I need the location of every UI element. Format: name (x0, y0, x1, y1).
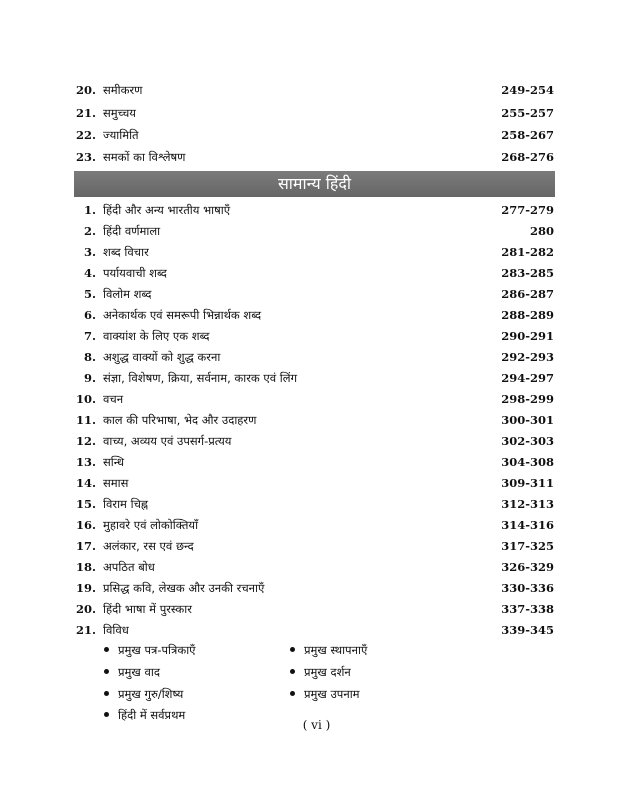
toc-number: 4. (83, 266, 96, 280)
toc-title: विविध (103, 623, 129, 637)
toc-title: वाक्यांश के लिए एक शब्द (103, 329, 210, 343)
toc-row (0, 368, 633, 388)
toc-pages: 290-291 (501, 329, 554, 343)
toc-row (0, 494, 633, 514)
toc-number: 20. (75, 83, 96, 97)
sub-list-item (104, 685, 183, 703)
toc-title: वाच्य, अव्यय एवं उपसर्ग-प्रत्यय (103, 434, 232, 448)
sub-item-label: प्रमुख स्थापनाएँ (304, 643, 368, 657)
bullet-icon (104, 691, 109, 696)
toc-pages: 314-316 (501, 518, 554, 532)
toc-title: ज्यामिति (103, 128, 139, 142)
toc-row (0, 410, 633, 430)
toc-number: 7. (83, 329, 96, 343)
toc-number: 10. (75, 392, 96, 406)
toc-row (0, 599, 633, 619)
toc-row (0, 536, 633, 556)
toc-pages: 283-285 (501, 266, 554, 280)
toc-row (0, 326, 633, 346)
toc-pages: 277-279 (501, 203, 554, 217)
toc-row (0, 473, 633, 493)
toc-pages: 255-257 (501, 106, 554, 120)
toc-row (0, 620, 633, 640)
bullet-icon (104, 712, 109, 717)
toc-row (0, 284, 633, 304)
section-header: सामान्य हिंदी (74, 171, 555, 197)
toc-title: अशुद्ध वाक्यों को शुद्ध करना (103, 350, 221, 364)
bullet-icon (104, 647, 109, 652)
sub-item-label: प्रमुख वाद (118, 665, 160, 679)
toc-pages: 292-293 (501, 350, 554, 364)
toc-title: समीकरण (103, 83, 143, 97)
toc-row (0, 347, 633, 367)
toc-row (0, 147, 633, 167)
toc-number: 16. (75, 518, 96, 532)
toc-title: अलंकार, रस एवं छन्द (103, 539, 194, 553)
toc-pages: 304-308 (501, 455, 554, 469)
toc-number: 11. (75, 413, 96, 427)
toc-pages: 288-289 (501, 308, 554, 322)
toc-number: 21. (75, 623, 96, 637)
toc-title: हिंदी और अन्य भारतीय भाषाएँ (103, 203, 231, 217)
sub-item-label: प्रमुख पत्र-पत्रिकाएँ (118, 643, 196, 657)
toc-pages: 268-276 (501, 150, 554, 164)
toc-number: 18. (75, 560, 96, 574)
toc-title: समास (103, 476, 129, 490)
toc-pages: 312-313 (501, 497, 554, 511)
toc-number: 14. (75, 476, 96, 490)
toc-number: 17. (75, 539, 96, 553)
toc-title: शब्द विचार (103, 245, 149, 259)
toc-number: 1. (83, 203, 96, 217)
toc-row (0, 80, 633, 100)
sub-list-item (290, 685, 360, 703)
toc-title: हिंदी वर्णमाला (103, 224, 161, 238)
toc-pages: 280 (529, 224, 554, 238)
toc-row (0, 242, 633, 262)
toc-pages: 309-311 (501, 476, 554, 490)
toc-pages: 286-287 (501, 287, 554, 301)
sub-item-label: प्रमुख गुरु/शिष्य (118, 687, 184, 701)
toc-title: विराम चिह्न (103, 497, 149, 511)
toc-row (0, 389, 633, 409)
toc-row (0, 557, 633, 577)
toc-title: विलोम शब्द (103, 287, 152, 301)
toc-row (0, 200, 633, 220)
toc-title: मुहावरे एवं लोकोक्तियाँ (103, 518, 199, 532)
sub-item-label: प्रमुख उपनाम (304, 687, 360, 701)
toc-row (0, 103, 633, 123)
sub-item-label: प्रमुख दर्शन (304, 665, 351, 679)
toc-title: प्रसिद्ध कवि, लेखक और उनकी रचनाएँ (103, 581, 265, 595)
toc-number: 12. (75, 434, 96, 448)
toc-title: काल की परिभाषा, भेद और उदाहरण (103, 413, 257, 427)
toc-pages: 294-297 (501, 371, 554, 385)
toc-pages: 302-303 (501, 434, 554, 448)
toc-number: 3. (83, 245, 96, 259)
toc-number: 21. (75, 106, 96, 120)
toc-title: अनेकार्थक एवं समरूपी भिन्नार्थक शब्द (103, 308, 262, 322)
toc-number: 2. (83, 224, 96, 238)
sub-list-item (104, 663, 160, 681)
toc-pages: 330-336 (501, 581, 554, 595)
toc-number: 13. (75, 455, 96, 469)
toc-row (0, 452, 633, 472)
toc-row (0, 125, 633, 145)
toc-pages: 281-282 (501, 245, 554, 259)
toc-pages: 339-345 (501, 623, 554, 637)
toc-pages: 317-325 (501, 539, 554, 553)
sub-item-label: हिंदी में सर्वप्रथम (118, 708, 186, 722)
toc-pages: 298-299 (501, 392, 554, 406)
sub-list-item (290, 663, 351, 681)
page-number: ( vi ) (302, 718, 331, 732)
bullet-icon (290, 691, 295, 696)
sub-list-item (104, 641, 196, 659)
toc-number: 22. (75, 128, 96, 142)
toc-title: सन्धि (103, 455, 125, 469)
toc-row (0, 221, 633, 241)
toc-number: 6. (83, 308, 96, 322)
toc-title: संज्ञा, विशेषण, क्रिया, सर्वनाम, कारक एवं लिंग (103, 371, 298, 385)
toc-title: हिंदी भाषा में पुरस्कार (103, 602, 192, 616)
toc-number: 15. (75, 497, 96, 511)
toc-number: 23. (75, 150, 96, 164)
toc-number: 20. (75, 602, 96, 616)
toc-row (0, 305, 633, 325)
toc-title: अपठित बोध (103, 560, 155, 574)
toc-row (0, 515, 633, 535)
toc-pages: 337-338 (501, 602, 554, 616)
toc-number: 19. (75, 581, 96, 595)
toc-pages: 258-267 (501, 128, 554, 142)
toc-number: 8. (83, 350, 96, 364)
toc-pages: 300-301 (501, 413, 554, 427)
toc-title: पर्यायवाची शब्द (103, 266, 167, 280)
bullet-icon (290, 669, 295, 674)
sub-list-item (290, 641, 367, 659)
toc-pages: 249-254 (501, 83, 554, 97)
toc-title: समुच्चय (103, 106, 136, 120)
toc-number: 9. (83, 371, 96, 385)
bullet-icon (290, 647, 295, 652)
toc-title: वचन (103, 392, 124, 406)
toc-row (0, 263, 633, 283)
toc-number: 5. (83, 287, 96, 301)
toc-title: समकों का विश्लेषण (103, 150, 186, 164)
toc-row (0, 431, 633, 451)
bullet-icon (104, 669, 109, 674)
toc-row (0, 578, 633, 598)
toc-pages: 326-329 (501, 560, 554, 574)
